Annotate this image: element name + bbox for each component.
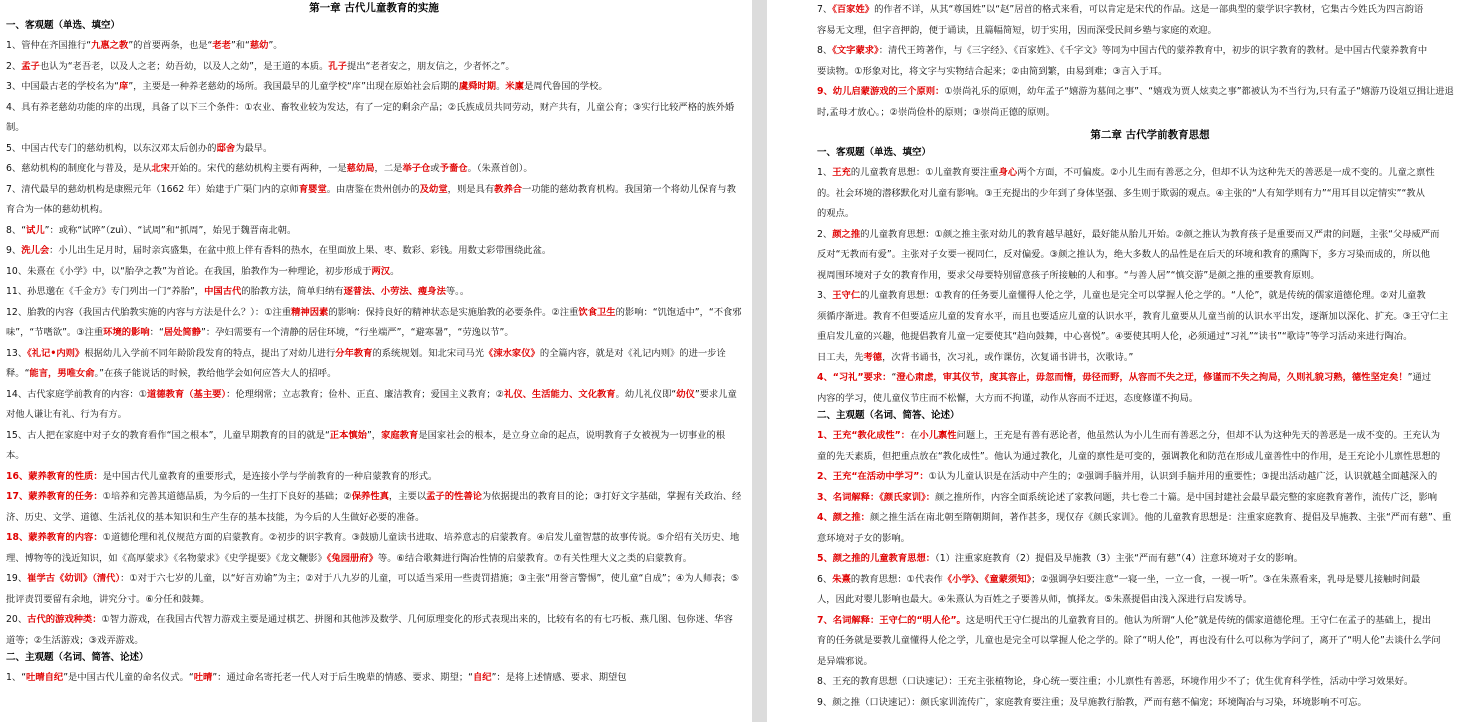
- text: 等。⑥结合歌舞进行陶冶性情的启蒙教育。⑦有关性理大义之类的启蒙教育。: [377, 552, 693, 564]
- text: 童的先天素质，但把重点放在“教化成性”。他认为通过教化，儿童的禀性是可变的，强调教化和防范在形成儿童善性中的作用，是王充论小儿禀性思想的: [817, 450, 1441, 462]
- paragraph: [6, 569, 742, 610]
- highlight-text: 中国古代: [204, 286, 242, 297]
- paragraph: [6, 344, 742, 385]
- text: 3、: [817, 290, 833, 301]
- highlight-text: 颜之推: [832, 228, 861, 240]
- text: ①培养和完善其道德品质，为今后的一生打下良好的基础；②: [102, 491, 352, 502]
- text: 7、清代最早的慈幼机构是康熙元年（1662 年）始建于广渠门内的京师: [6, 183, 299, 195]
- text: 须循序渐进。教育不但要适应儿童的发育水平，而且也要适应儿童的认识水平，教育儿童要从儿童当前的认识水平出发，逐渐加以深化、扩充。③王守仁主: [817, 310, 1449, 322]
- text: 12、胎教的内容（我国古代胎教实施的内容与方法是什么？）：①注重: [6, 306, 292, 318]
- text: ：①对于六七岁的儿童，以“好言劝谕”为主；②对于八九岁的儿童，可以适当采用一些责罚措施；③主张“用誉言警惕”，使儿童“自成”；④为人师表；⑤批评责罚要留有余地，讲究分寸。⑥分任和鼓舞。: [6, 573, 740, 605]
- text: 的影响：保持良好的精神状态是实施胎教的必要条件。②注重: [328, 306, 579, 318]
- text: ：清代王筠著作，与《三字经》、《百家姓》、《千字文》等同为中国古代的蒙养教育中，初步的识字教育的教材。是中国古代蒙养教育中: [878, 45, 1428, 56]
- text: ”：是将上述情感、要求、期望包: [491, 672, 627, 683]
- paragraph: [817, 21, 1483, 42]
- highlight-text: 《涑水家仪》: [484, 347, 540, 359]
- text: 19、: [6, 573, 28, 584]
- highlight-text: 3、名词解释：《颜氏家训》：: [817, 491, 936, 503]
- text: 6、: [817, 573, 833, 585]
- text: 为依据提出的教育目的论；③打好文字基础，掌握有关政治、经济、历史、文学、道德、生活礼仪的基本知识和生产生存的基本技能，为今后的人生做好必要的准备。: [6, 491, 742, 523]
- paragraph: [817, 62, 1483, 83]
- highlight-text: 考德: [863, 351, 883, 363]
- text: 或: [430, 163, 440, 174]
- paragraph: [817, 286, 1483, 307]
- text: ；②强调孕妇要注意“一寝一坐，一立一食，一视一听”。③在朱熹看来，乳母是婴儿接触时间最: [1031, 573, 1421, 585]
- text: 。”在孩子能说话的时候，教给他学会如何应答大人的招呼。: [94, 368, 337, 379]
- text: ，主要以: [388, 491, 427, 502]
- paragraph: [817, 611, 1483, 632]
- highlight-text: 育婴堂: [298, 183, 327, 195]
- text: 。: [496, 81, 506, 92]
- item-list-tail: [6, 668, 742, 689]
- item-list-mid: [817, 163, 1483, 409]
- paragraph: [6, 98, 742, 139]
- highlight-text: 吐晴: [193, 672, 213, 683]
- highlight-text: 古代的游戏种类：: [27, 614, 102, 625]
- highlight-text: 17、蒙养教育的任务：: [6, 491, 103, 502]
- highlight-text: 自纪: [473, 672, 492, 683]
- text: ，二是: [374, 163, 403, 174]
- text: ”的首要两条，也是“: [128, 40, 213, 51]
- highlight-text: 7、名词解释：王守仁的“明人伦”。: [817, 614, 966, 626]
- highlight-text: 澄心肃虑，审其仪节，度其容止，毋忽而惰，毋径而野，从容而不失之迂，修谨而不失之拘局，久则礼貌习熟，德性坚定矣！: [896, 372, 1408, 383]
- text: 的儿童教育思想：①颜之推主张对幼儿的教育越早越好，最好能从胎儿开始。②颜之推认为教育孩子是重要而又严肃的问题，主张“父母威严而: [860, 228, 1440, 240]
- text: 是国家社会的根本，是立身立命的起点，说明教育子女被视为一切事业的根本。: [6, 429, 726, 461]
- text: 的系统规划。知北宋司马光: [372, 347, 485, 359]
- paragraph: [6, 426, 742, 467]
- text: 视周围环境对子女的教育作用，要求父母要特别留意孩子所接触的人和事。“与善人居”“慎交游”是颜之推的重要教育原则。: [817, 269, 1320, 281]
- paragraph: [817, 368, 1483, 389]
- highlight-text: 《小学》、《童蒙须知》: [942, 573, 1032, 585]
- text: 的观点。: [817, 208, 855, 219]
- highlight-text: 1、王充“教化成性”：: [817, 430, 911, 441]
- chapter-title-2: 第二章 古代学前教育思想: [1090, 129, 1210, 141]
- text: ：“: [149, 327, 164, 338]
- highlight-text: 4、颜之推：: [817, 512, 870, 523]
- text: 8、“: [6, 224, 27, 236]
- paragraph: [817, 103, 1483, 124]
- highlight-text: 九惠之教: [91, 40, 129, 51]
- text: ”通过: [1407, 372, 1432, 383]
- highlight-text: 洗儿会: [21, 245, 50, 256]
- text: 的胎教方法，简单归纳有: [241, 286, 344, 297]
- highlight-text: 王守仁: [832, 290, 861, 301]
- text: 内容的学习，使儿童仪节庄而不松懈，大方而不拘谨，动作从容而不迂迟，态度修谨不拘局。: [817, 392, 1199, 404]
- paragraph: [817, 652, 1483, 673]
- highlight-text: 居处简静: [163, 327, 201, 338]
- highlight-text: 《兔园册府》: [326, 552, 378, 564]
- paragraph: [817, 327, 1483, 348]
- text: 等。。: [445, 286, 470, 297]
- highlight-text: 崔学古《幼训》（清代）: [27, 573, 121, 584]
- paragraph: [817, 163, 1483, 184]
- item-list: [6, 36, 742, 651]
- text: 时,孟母才放心。；②崇尚俭朴的原则；③崇尚正德的原则。: [817, 106, 1056, 118]
- text: ，则是具有: [447, 183, 495, 195]
- text: 反对“无教而有爱”。主张对子女要一视同仁，反对偏爱。③颜之推认为，绝大多数人的品性是在后天的环境和教育的熏陶下，多方习染而成的，所以他: [817, 249, 1430, 260]
- paragraph: [817, 184, 1483, 205]
- text: （1）注重家庭教育（2）提倡及早施教（3）主张“严而有慈”（4）注意环境对子女的影响。: [935, 553, 1304, 564]
- paragraph: [817, 488, 1483, 509]
- highlight-text: 保养性真: [351, 491, 389, 502]
- text: 7、: [817, 4, 833, 15]
- text: 这是明代王守仁提出的儿童教育目的。他认为所谓“人伦”就是传统的儒家道德伦理。王守仁在孟子的基础上，提出: [965, 614, 1432, 626]
- text: ：伦理纲常；立志教育；俭朴、正直、廉洁教育；爱国主义教育；②: [226, 388, 505, 400]
- text: 要读物。①形象对比，将文字与实物结合起来；②由简到繁，由易到难；③言入于耳。: [817, 65, 1168, 77]
- paragraph: [817, 204, 1483, 225]
- text: 人，因此对婴儿影响也最大。④朱熹认为百姓之子要善从师，慎择友。⑤朱熹提倡由浅入深进行启发诱导。: [817, 594, 1253, 605]
- paragraph: [817, 672, 1483, 693]
- document-page-right: [767, 0, 1483, 722]
- text: 11、孙思邈在《千金方》专门列出一门“养胎”，: [6, 286, 205, 297]
- text: 1、: [817, 167, 833, 178]
- section-heading: 一、客观题（单选、填空）: [6, 20, 121, 31]
- section-heading: 一、客观题（单选、填空）: [817, 147, 932, 158]
- text: ”，主要是一种养老慈幼的场所。我国最早的儿童学校“庠”出现在原始社会后期的: [128, 81, 459, 92]
- paragraph: [817, 389, 1483, 410]
- text: ”：通过命名寄托老一代人对于后生晚辈的情感、要求、期望；“: [212, 672, 473, 683]
- text: 15、古人把在家庭中对子女的教育看作“国之根本”，儿童早期教育的目的就是“: [6, 429, 330, 441]
- text: 的儿童教育思想：①教育的任务要儿童懂得人伦之学，儿童也是完全可以掌握人伦之学的。“人伦”，就是传统的儒家道德伦理。②对儿童教: [860, 290, 1426, 301]
- highlight-text: 虞舜时期: [458, 81, 497, 92]
- text: ①智力游戏，在我国古代智力游戏主要是通过棋艺、拼图和其他涉及数学、几何原理变化的形式表现出来的，比较有名的有七巧板、燕几图、包你迷、华容道等；②生活游戏；③戏弄游戏。: [6, 614, 733, 646]
- paragraph: [817, 266, 1483, 287]
- text: 13、: [6, 347, 28, 359]
- highlight-text: 庠: [119, 81, 129, 92]
- text: 容易无文理，但字音押韵，便于诵读，且篇幅简短，切于实用，因而深受民间乡塾与家庭的欢迎。: [817, 24, 1217, 36]
- text: ”和“: [230, 40, 250, 51]
- text: ”，: [366, 429, 382, 441]
- highlight-text: 慈幼: [249, 40, 269, 51]
- highlight-text: 16、蒙养教育的性质：: [6, 470, 103, 482]
- highlight-text: 家庭教育: [381, 429, 419, 441]
- highlight-text: 2、王充“在活动中学习”：: [817, 471, 929, 482]
- paragraph: [817, 348, 1483, 369]
- paragraph: [6, 159, 742, 180]
- paragraph: [6, 139, 742, 160]
- text: 6、慈幼机构的制度化与普及，是从: [6, 163, 152, 174]
- paragraph: [6, 467, 742, 488]
- highlight-text: 及幼堂: [419, 183, 448, 195]
- highlight-text: 身心: [998, 167, 1018, 178]
- text: 1、“: [6, 672, 27, 683]
- highlight-text: 孟子: [21, 60, 40, 72]
- highlight-text: 举子仓: [402, 163, 431, 174]
- paragraph: [817, 529, 1483, 550]
- paragraph: [6, 487, 742, 528]
- highlight-text: 4、“习礼”要求：: [817, 372, 892, 383]
- text: 重启发儿童的兴趣，他提倡教育儿童一定要使其“趋向鼓舞，中心喜悦”。④要使其明人伦，必须通过“习礼”“读书”“歌诗”等学习活动来进行陶冶。: [817, 331, 1413, 342]
- text: 9、: [6, 245, 22, 256]
- text: 14、古代家庭学前教育的内容：①: [6, 388, 148, 400]
- text: ①道德伦理和礼仪规范方面的启蒙教育。②初步的识字教育。③鼓励儿童读书进取、培养意志的启蒙教育。④启发儿童智慧的故事传说。⑤介绍有关历史、地理、博物等的浅近知识，如《高厚蒙求》《名物蒙求》《史学提要》《龙文鞭影》: [6, 532, 740, 564]
- paragraph: [817, 590, 1483, 611]
- highlight-text: 北宋: [151, 163, 170, 174]
- paragraph: [817, 245, 1483, 266]
- section-heading-2: 二、主观题（名词、简答、论述）: [817, 410, 960, 421]
- highlight-text: 《文字蒙求》: [832, 45, 879, 56]
- paragraph: [6, 241, 742, 262]
- paragraph: [817, 426, 1483, 447]
- paragraph: [6, 57, 742, 78]
- paragraph: [6, 282, 742, 303]
- text: ”。: [268, 40, 283, 51]
- highlight-text: 老老: [212, 40, 231, 51]
- highlight-text: 正本慎始: [329, 429, 367, 441]
- text: 。幼儿礼仪即“: [615, 388, 677, 400]
- chapter-title: 第一章 古代儿童教育的实施: [309, 2, 439, 14]
- highlight-text: 道德教育（基主要）: [147, 388, 227, 400]
- text: 在: [910, 430, 920, 441]
- paragraph: [817, 447, 1483, 468]
- paragraph: [6, 303, 742, 344]
- text: 根据幼儿入学前不同年龄阶段发育的特点，提出了对幼儿进行: [84, 347, 336, 359]
- highlight-text: 逐普法、小劳法、瘦身法: [343, 286, 446, 297]
- text: 的教育思想：①代表作: [850, 573, 943, 585]
- highlight-text: 能言，男唯女俞: [29, 368, 95, 379]
- text: 意环境对子女的影响。: [817, 532, 910, 544]
- highlight-text: 《礼记•内则》: [27, 347, 85, 359]
- paragraph: [6, 668, 742, 689]
- text: ”要求儿童对他人谦让有礼、行为有方。: [6, 388, 737, 420]
- text: 颜之推所作，内容全面系统论述了家教问题，共七卷二十篇。是中国封建社会最早最完整的家庭教育著作，流传广泛，影响: [935, 491, 1438, 503]
- paragraph: [817, 549, 1483, 570]
- text: 是中国古代儿童教育的重要形式，是连接小学与学前教育的一种启蒙教育的形式。: [102, 470, 438, 482]
- text: 育的任务就是要教儿童懂得人伦之学，儿童也是完全可以掌握人伦之学的。除了“明人伦”，再也没有什么可以称为学问了，离开了“明人伦”去谈什么学问: [817, 635, 1441, 646]
- highlight-text: 饮食卫生: [578, 306, 616, 318]
- paragraph: [6, 528, 742, 569]
- highlight-text: 5、颜之推的儿童教育思想：: [817, 553, 936, 564]
- paragraph: [6, 610, 742, 651]
- highlight-text: 教养合: [494, 183, 523, 195]
- highlight-text: 吐晴自纪: [26, 672, 64, 683]
- section-heading-2: 二、主观题（名词、简答、论述）: [6, 652, 149, 663]
- text: ”是中国古代儿童的命名仪式。“: [63, 672, 194, 683]
- paragraph: [6, 36, 742, 57]
- text: 的儿童教育思想：①儿童教育要注重: [850, 167, 999, 178]
- text: 的。社会环境的潜移默化对儿童有影响。③王充提出的少年到了身体坚强、多生则于欺弱的观点。④主张的“人有知学则有力”“用耳目以定情实”“教从: [817, 187, 1425, 199]
- text: 。由唐鉴在贵州创办的: [326, 183, 420, 195]
- text: 2、: [6, 60, 22, 72]
- text: 4、具有养老慈幼功能的庠的出现，具备了以下三个条件：①农业、畜牧业较为发达，有了一定的剩余产品；②氏族成员共同劳动，财产共有，儿童公育；③实行比较严格的族外婚制。: [6, 101, 735, 133]
- text: 两个方面，不可偏废。②小儿生而有善恶之分，但却不认为这种先天的善恶是一成不变的。儿童之禀性: [1017, 167, 1435, 178]
- paragraph: [6, 77, 742, 98]
- paragraph: [817, 631, 1483, 652]
- text: ”：或称“试晬”（zuì）、“试周”和“抓周”，始见于魏晋南北朝。: [44, 224, 297, 236]
- paragraph: [817, 693, 1483, 714]
- highlight-text: 环境的影响: [103, 327, 150, 338]
- highlight-text: 分年教育: [335, 347, 373, 359]
- text: 5、中国古代专门的慈幼机构，以东汉邓太后创办的: [6, 142, 217, 154]
- paragraph: [817, 570, 1483, 591]
- text: 10、朱熹在《小学》中，以“胎孕之教”为首论。在我国，胎教作为一种理论，初步形成于: [6, 265, 372, 277]
- text: 8、: [817, 45, 833, 56]
- paragraph: [6, 180, 742, 221]
- paragraph: [817, 467, 1483, 488]
- text: 日工夫，先: [817, 351, 864, 363]
- highlight-text: 米廪: [505, 81, 524, 92]
- highlight-text: 精神因素: [291, 306, 329, 318]
- item-list-bottom: [817, 426, 1483, 713]
- text: 的影响：“饥饱适中”，“不食邪味”，“节嗜欲”。③注重: [6, 306, 742, 338]
- text: 20、: [6, 614, 28, 625]
- highlight-text: 予嗇仓: [439, 163, 468, 174]
- paragraph: [6, 221, 742, 242]
- text: ，次背书诵书，次习礼，或作课仿，次复诵书讲书，次歌诗。”: [882, 351, 1134, 363]
- paragraph: [817, 225, 1483, 246]
- paragraph: [817, 508, 1483, 529]
- paragraph: [817, 307, 1483, 328]
- highlight-text: 9、幼儿启蒙游戏的三个原则：: [817, 86, 945, 97]
- text: 提出“老者安之，朋友信之，少者怀之”。: [346, 60, 515, 72]
- text: 8、王充的教育思想（口诀速记）：王充主张植物论，身心统一要注重；小儿禀性有善恶，环境作用少不了；优生优育科学性，活动中学习效果好。: [817, 676, 1414, 687]
- highlight-text: 幼仪: [676, 388, 695, 400]
- highlight-text: 两汉: [371, 265, 391, 277]
- text: ”：孕妇需要有一个清静的居住环境，“行坐端严”，“避寒暑”，“劳逸以节”。: [201, 327, 514, 338]
- paragraph: [817, 82, 1483, 103]
- text: “: [891, 372, 897, 383]
- text: 的全篇内容，就是对《礼记内则》的进一步诠释。“: [6, 347, 726, 379]
- text: ①认为儿童认识是在活动中产生的；②强调手脑并用，认识到手脑并用的重要性；③提出活动越广泛，认识就越全面越深入的: [928, 471, 1438, 482]
- text: 。（朱熹首创）。: [467, 163, 533, 174]
- text: ：小儿出生足月时，届时亲宾盛集，在盆中煎上伴有香料的热水，在里面放上果、枣、数彩、彩钱。用数丈彩带围绕此盆。: [49, 245, 552, 256]
- text: 问题上，王充是有善有恶论者，他虽然认为小儿生而有善恶之分，但却不认为这种先天的善恶是一成不变的。王充认为: [956, 430, 1441, 441]
- text: 为最早。: [235, 142, 273, 154]
- highlight-text: 慈幼局: [346, 163, 375, 174]
- text: 3、中国最古老的学校名为“: [6, 81, 119, 92]
- highlight-text: 试儿: [26, 224, 45, 236]
- highlight-text: 小儿禀性: [919, 430, 957, 441]
- highlight-text: 礼仪、生活能力、文化教育: [504, 388, 616, 400]
- paragraph: [6, 385, 742, 426]
- text: ①崇尚礼乐的原则，幼年孟子“嬉游为墓间之事”、“嬉戏为贾人炫卖之事”都被认为不当行为,只有孟子“嬉游乃设俎豆揖让进退: [944, 86, 1454, 97]
- page-gutter: [752, 0, 767, 722]
- highlight-text: 邸舍: [216, 142, 236, 154]
- text: 9、颜之推（口诀速记）：颜氏家训流传广，家庭教育要注重；及早施教行胎教，严而有慈不偏宠；环境陶冶与习染，环境影响不可忘。: [817, 696, 1367, 708]
- text: 。: [390, 265, 400, 277]
- paragraph: [6, 262, 742, 283]
- text: 是周代鲁国的学校。: [523, 81, 608, 92]
- text: 2、: [817, 228, 833, 240]
- text: 一功能的慈幼教育机构。我国第一个将幼儿保育与教育合为一体的慈幼机构。: [6, 183, 736, 215]
- text: 1、管仲在齐国推行“: [6, 40, 92, 51]
- text: 也认为“老吾老，以及人之老；幼吾幼，以及人之幼”，是王道的本质。: [39, 60, 329, 72]
- text: 开始的。宋代的慈幼机构主要有两种，一是: [169, 163, 347, 174]
- highlight-text: 孟子的性善论: [426, 491, 482, 502]
- highlight-text: 朱熹: [832, 573, 851, 585]
- highlight-text: 孔子: [328, 60, 347, 72]
- text: 是异端邪说。: [817, 655, 873, 667]
- text: 颜之推生活在南北朝至隋朝期间，著作甚多，现仅存《颜氏家训》。他的儿童教育思想是：注重家庭教育、提倡及早施教、主张“严而有慈”、重: [869, 512, 1452, 523]
- item-list-top: [817, 0, 1483, 123]
- paragraph: [817, 0, 1483, 21]
- text: 的作者不详，从其“尊国姓”以“赵”居首的格式来看，可以肯定是宋代的作品。这是一部典型的蒙学识字教材，它集古今姓氏为四言韵语: [874, 4, 1424, 15]
- highlight-text: 18、蒙养教育的内容：: [6, 532, 103, 543]
- highlight-text: 王充: [832, 167, 851, 178]
- paragraph: [817, 41, 1483, 62]
- highlight-text: 《百家姓》: [832, 4, 875, 15]
